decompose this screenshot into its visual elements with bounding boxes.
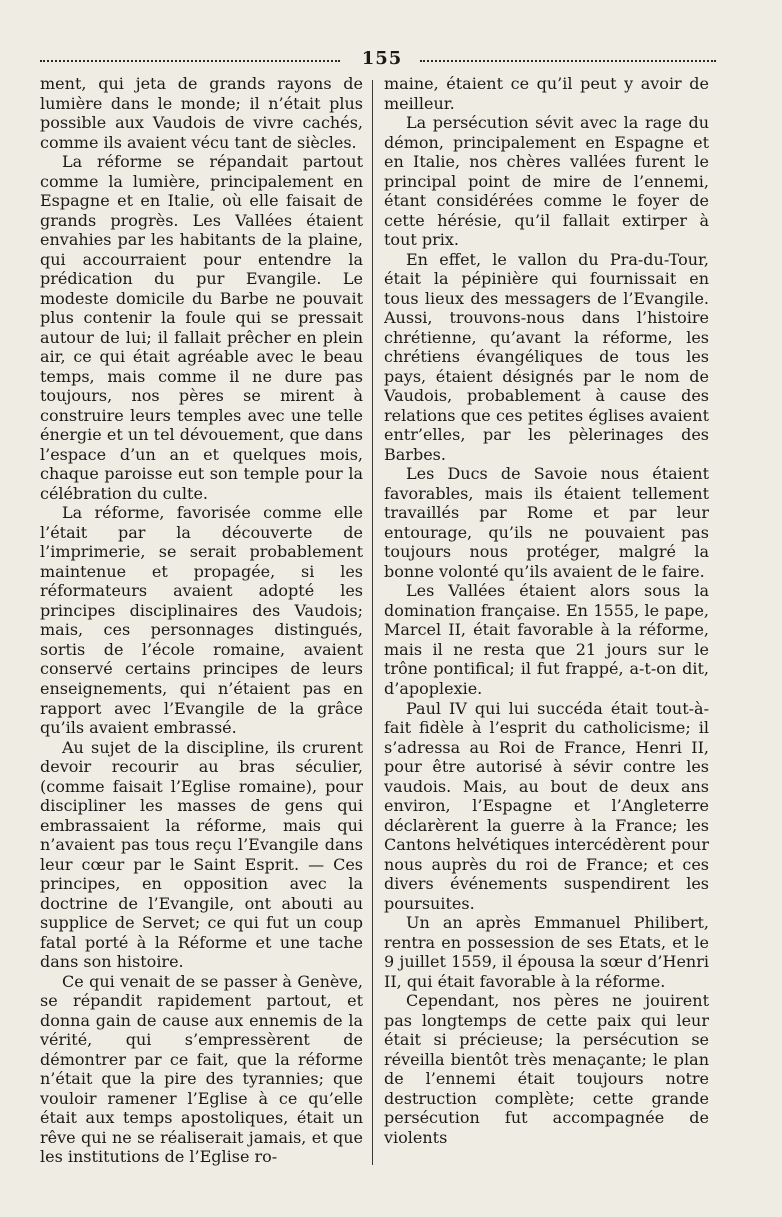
paragraph: La réforme, favorisée comme elle l’était par la découverte de l’imprimerie, se serait probablement maintenue et propagée, si les réformateurs avaient adopté les principes disciplinaires des Vaudois; mais, ces personnages distingués, sortis de l’école romaine, avaient conservé certains principes de leurs enseignements, qui n’étaient pas en rapport avec l’Evangile de la grâce qu’ils avaient embrassé. [40,503,363,738]
paragraph: Un an après Emmanuel Philibert, rentra en possession de ses Etats, et le 9 juillet 1559, il épousa la sœur d’Henri II, qui était favorable à la réforme. [384,913,709,991]
paragraph: Les Vallées étaient alors sous la domination française. En 1555, le pape, Marcel II, était favorable à la réforme, mais il ne resta que 21 jours sur le trône pontifical; il fut frappé, a-t-on dit, d’apoplexie. [384,581,709,698]
paragraph: Paul IV qui lui succéda était tout-à-fait fidèle à l’esprit du catholicisme; il s’adressa au Roi de France, Henri II, pour être autorisé à sévir contre les vaudois. Mais, au bout de deux ans environ, l’Espagne et l’Angleterre déclarèrent la guerre à la France; les Cantons helvétiques intercédèrent pour nous auprès du roi de France; et ces divers événements suspendirent les poursuites. [384,698,709,913]
paragraph: Cependant, nos pères ne jouirent pas longtemps de cette paix qui leur était si précieuse; la persécution se réveilla bientôt très menaçante; le plan de l’ennemi était toujours notre destruction complète; cette grande persécution fut accompagnée de violents [384,991,709,1147]
paragraph: ment, qui jeta de grands rayons de lumière dans le monde; il n’était plus possible aux Vaudois de vivre cachés, comme ils avaient vécu tant de siècles. [40,74,363,152]
page-header [40,48,716,68]
paragraph: La réforme se répandait partout comme la lumière, principalement en Espagne et en Italie, où elle faisait de grands progrès. Les Vallées étaient envahies par les habitants de la plaine, qui accourraient pour entendre la prédication du pur Evangile. Le modeste domicile du Barbe ne pouvait plus contenir la foule qui se pressait autour de lui; il fallait prêcher en plein air, ce qui était agréable avec le beau temps, mais comme il ne dure pas toujours, nos pères se mirent à construire leurs temples avec une telle énergie et un tel dévouement, que dans l’espace d’un an et quelques mois, chaque paroisse eut son temple pour la célébration du culte. [40,152,363,503]
paragraph: maine, étaient ce qu’il peut y avoir de meilleur. [384,74,709,113]
column-divider [372,80,373,1165]
paragraph: Les Ducs de Savoie nous étaient favorables, mais ils étaient tellement travaillés par Rome et par leur entourage, qu’ils ne pouvaient pas toujours nous protéger, malgré la bonne volonté qu’ils avaient de le faire. [384,464,709,581]
left-column [40,74,363,1184]
paragraph: Au sujet de la discipline, ils crurent devoir recourir au bras séculier, (comme faisait l’Eglise romaine), pour discipliner les masses de gens qui embrassaient la réforme, mais qui n’avaient pas tous reçu l’Evangile dans leur cœur par le Saint Esprit. — Ces principes, en opposition avec la doctrine de l’Evangile, ont abouti au supplice de Servet; ce qui fut un coup fatal porté à la Réforme et une tache dans son histoire. [40,737,363,972]
paragraph: La persécution sévit avec la rage du démon, principalement en Espagne et en Italie, nos chères vallées furent le principal point de mire de l’ennemi, étant considérées comme le foyer de cette hérésie, qu’il fallait extirper à tout prix. [384,113,709,250]
paragraph: En effet, le vallon du Pra-du-Tour, était la pépinière qui fournissait en tous lieux des messagers de l’Evangile. Aussi, trouvons-nous dans l’histoire chrétienne, qu’avant la réforme, les chrétiens évangéliques de tous les pays, étaient désignés par le nom de Vaudois, probablement à cause des relations que ces petites églises avaient entr’elles, par les pèlerinages des Barbes. [384,249,709,464]
right-column [384,74,709,1184]
page-number: 155 [361,48,403,69]
paragraph: Ce qui venait de se passer à Genève, se répandit rapidement partout, et donna gain de cause aux ennemis de la vérité, qui s’empressèrent de démontrer par ce fait, que la réforme n’était que la pire des tyrannies; que vouloir ramener l’Eglise à ce qu’elle était aux temps apostoliques, était un rêve qui ne se réaliserait jamais, et que les institutions de l’Eglise ro- [40,971,363,1167]
header-rule-left [40,60,340,62]
header-rule-right [420,60,716,62]
